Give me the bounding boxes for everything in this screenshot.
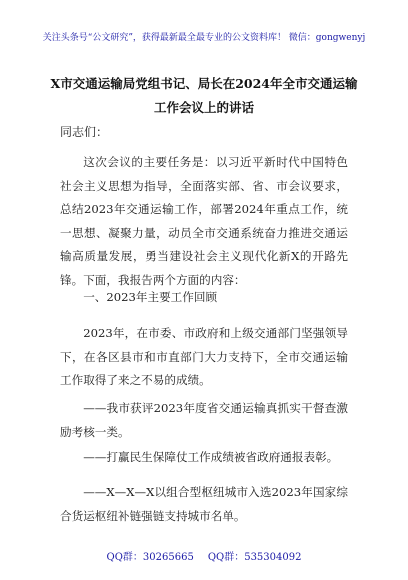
salutation: 同志们：: [60, 125, 109, 139]
achievement-item: ——打赢民生保障仗工作成绩被省政府通报表彰。: [83, 450, 339, 464]
section-heading: 一、2023年主要工作回顾: [83, 290, 218, 304]
header-banner: 关注头条号“公文研究”，获得最新最全最专业的公文资料库！ 微信：gongwenyj: [42, 33, 366, 43]
achievement-item: ——我市获评2023年度省交通运输真抓实干督查激励考核一类。: [60, 401, 348, 439]
footer: [0, 548, 408, 563]
footer-qq-group-2: QQ群：535304092: [207, 552, 302, 563]
paragraph-review: 2023年，在市委、市政府和上级交通部门坚强领导下，在各区县市和市直部门大力支持下，全市交通运输工作取得了来之不易的成绩。: [60, 326, 348, 387]
footer-qq-group-1: QQ群：30265665: [106, 552, 194, 563]
achievement-item: ——X—X—X以组合型枢纽城市入选2023年国家综合货运枢纽补链强链支持城市名单。: [60, 485, 348, 523]
document-title: X市交通运输局党组书记、局长在2024年全市交通运输工作会议上的讲话: [50, 76, 358, 115]
paragraph-intro: 这次会议的主要任务是：以习近平新时代中国特色社会主义思想为指导，全面落实部、省、市会议要求，总结2023年交通运输工作，部署2024年重点工作，统一思想、凝聚力量，动员全市交通系统奋力推进交通运输高质量发展，勇当建设社会主义现代化新X的开路先锋。下面，我报告两个方面的内容：: [60, 155, 348, 287]
